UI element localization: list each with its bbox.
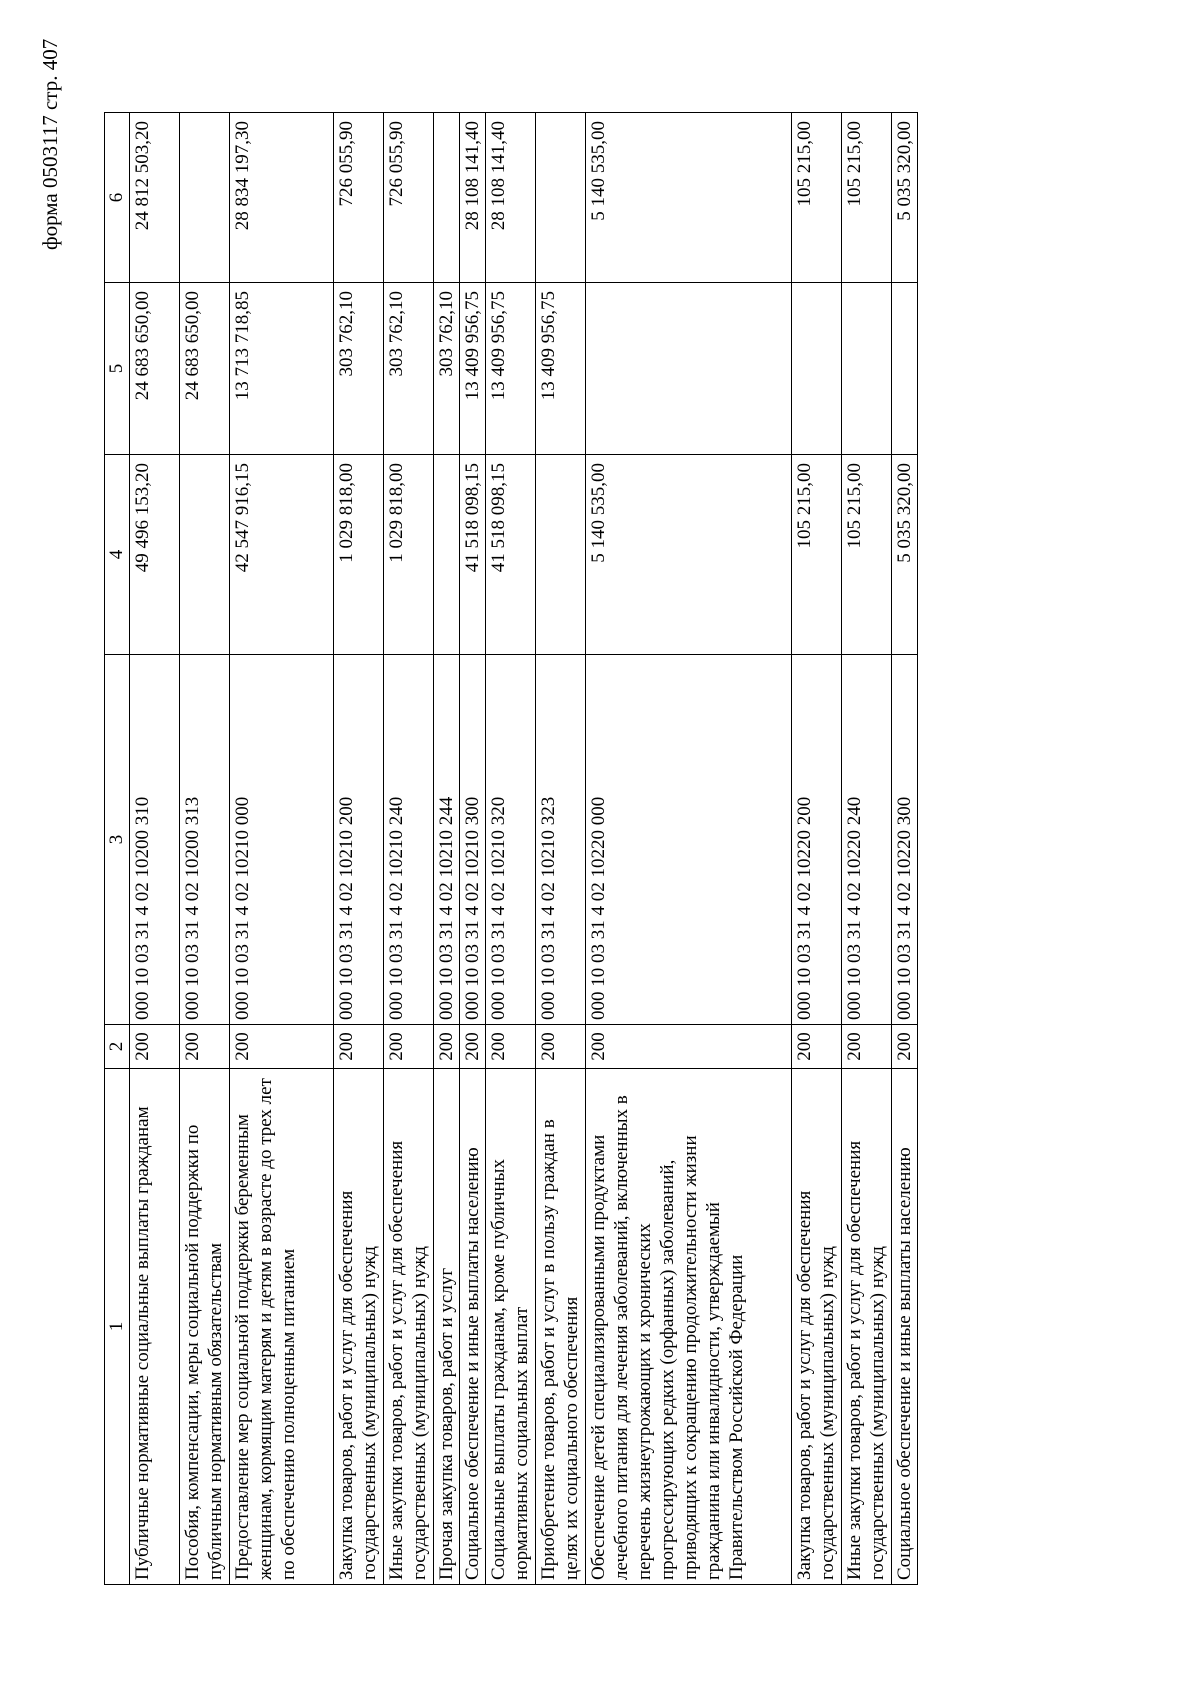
row-budget-code: 000 10 03 31 4 02 10210 300 bbox=[460, 655, 486, 1025]
row-col5-value: 13 409 956,75 bbox=[536, 283, 586, 455]
table-row bbox=[384, 113, 434, 1585]
row-col6-value: 5 140 535,00 bbox=[586, 113, 792, 283]
row-line-code: 200 bbox=[230, 1025, 334, 1069]
row-budget-code: 000 10 03 31 4 02 10200 310 bbox=[130, 655, 180, 1025]
row-line-code: 200 bbox=[536, 1025, 586, 1069]
table-row bbox=[180, 113, 230, 1585]
row-col5-value: 24 683 650,00 bbox=[180, 283, 230, 455]
row-col5-value: 303 762,10 bbox=[384, 283, 434, 455]
row-col5-value: 13 713 718,85 bbox=[230, 283, 334, 455]
header-col-3: 3 bbox=[105, 655, 130, 1025]
row-col4-value: 1 029 818,00 bbox=[334, 455, 384, 655]
row-col5-value: 303 762,10 bbox=[334, 283, 384, 455]
row-line-code: 200 bbox=[334, 1025, 384, 1069]
row-name: Иные закупки товаров, работ и услуг для обеспечения государственных (муниципальных) нужд bbox=[384, 1069, 434, 1585]
row-col4-value bbox=[536, 455, 586, 655]
row-line-code: 200 bbox=[842, 1025, 892, 1069]
row-line-code: 200 bbox=[792, 1025, 842, 1069]
row-line-code: 200 bbox=[384, 1025, 434, 1069]
row-name: Социальные выплаты гражданам, кроме публичных нормативных социальных выплат bbox=[486, 1069, 536, 1585]
row-col6-value: 28 834 197,30 bbox=[230, 113, 334, 283]
header-col-2: 2 bbox=[105, 1025, 130, 1069]
row-line-code: 200 bbox=[486, 1025, 536, 1069]
row-name: Иные закупки товаров, работ и услуг для обеспечения государственных (муниципальных) нужд bbox=[842, 1069, 892, 1585]
row-budget-code: 000 10 03 31 4 02 10220 240 bbox=[842, 655, 892, 1025]
row-col6-value: 24 812 503,20 bbox=[130, 113, 180, 283]
row-col5-value: 13 409 956,75 bbox=[486, 283, 536, 455]
table-row bbox=[434, 113, 460, 1585]
table-row bbox=[842, 113, 892, 1585]
row-col4-value: 105 215,00 bbox=[842, 455, 892, 655]
header-col-4: 4 bbox=[105, 455, 130, 655]
row-budget-code: 000 10 03 31 4 02 10220 300 bbox=[892, 655, 918, 1025]
row-line-code: 200 bbox=[586, 1025, 792, 1069]
row-col6-value: 105 215,00 bbox=[792, 113, 842, 283]
row-name: Предоставление мер социальной поддержки беременным женщинам, кормящим матерям и детям в возрасте до трех лет по обеспечению полноценным питанием bbox=[230, 1069, 334, 1585]
form-label: форма 0503117 стр. 407 bbox=[38, 38, 62, 250]
row-col6-value: 5 035 320,00 bbox=[892, 113, 918, 283]
table-row bbox=[486, 113, 536, 1585]
row-line-code: 200 bbox=[130, 1025, 180, 1069]
row-col6-value: 726 055,90 bbox=[384, 113, 434, 283]
table-row bbox=[334, 113, 384, 1585]
row-col5-value: 303 762,10 bbox=[434, 283, 460, 455]
row-budget-code: 000 10 03 31 4 02 10210 000 bbox=[230, 655, 334, 1025]
header-col-1: 1 bbox=[105, 1069, 130, 1585]
header-row bbox=[105, 113, 130, 1585]
row-name: Социальное обеспечение и иные выплаты населению bbox=[460, 1069, 486, 1585]
row-budget-code: 000 10 03 31 4 02 10220 000 bbox=[586, 655, 792, 1025]
row-col6-value: 105 215,00 bbox=[842, 113, 892, 283]
row-col4-value: 41 518 098,15 bbox=[460, 455, 486, 655]
row-col4-value bbox=[180, 455, 230, 655]
row-col4-value: 41 518 098,15 bbox=[486, 455, 536, 655]
row-col6-value bbox=[434, 113, 460, 283]
row-col5-value: 24 683 650,00 bbox=[130, 283, 180, 455]
row-col5-value: 13 409 956,75 bbox=[460, 283, 486, 455]
table-row bbox=[536, 113, 586, 1585]
row-col5-value bbox=[842, 283, 892, 455]
row-col6-value: 28 108 141,40 bbox=[460, 113, 486, 283]
table-row bbox=[586, 113, 792, 1585]
row-col4-value: 105 215,00 bbox=[792, 455, 842, 655]
row-name: Пособия, компенсации, меры социальной поддержки по публичным нормативным обязательствам bbox=[180, 1069, 230, 1585]
row-name: Закупка товаров, работ и услуг для обеспечения государственных (муниципальных) нужд bbox=[792, 1069, 842, 1585]
table-row bbox=[892, 113, 918, 1585]
row-col4-value bbox=[434, 455, 460, 655]
row-name: Прочая закупка товаров, работ и услуг bbox=[434, 1069, 460, 1585]
row-col5-value bbox=[792, 283, 842, 455]
row-budget-code: 000 10 03 31 4 02 10210 244 bbox=[434, 655, 460, 1025]
row-col4-value: 5 035 320,00 bbox=[892, 455, 918, 655]
row-line-code: 200 bbox=[460, 1025, 486, 1069]
row-name: Социальное обеспечение и иные выплаты населению bbox=[892, 1069, 918, 1585]
row-col4-value: 49 496 153,20 bbox=[130, 455, 180, 655]
row-col6-value bbox=[536, 113, 586, 283]
row-budget-code: 000 10 03 31 4 02 10200 313 bbox=[180, 655, 230, 1025]
table-row bbox=[130, 113, 180, 1585]
row-budget-code: 000 10 03 31 4 02 10210 320 bbox=[486, 655, 536, 1025]
header-col-5: 5 bbox=[105, 283, 130, 455]
row-budget-code: 000 10 03 31 4 02 10220 200 bbox=[792, 655, 842, 1025]
row-budget-code: 000 10 03 31 4 02 10210 240 bbox=[384, 655, 434, 1025]
row-budget-code: 000 10 03 31 4 02 10210 200 bbox=[334, 655, 384, 1025]
row-line-code: 200 bbox=[434, 1025, 460, 1069]
row-name: Закупка товаров, работ и услуг для обеспечения государственных (муниципальных) нужд bbox=[334, 1069, 384, 1585]
row-col6-value bbox=[180, 113, 230, 283]
row-name: Приобретение товаров, работ и услуг в пользу граждан в целях их социального обеспечения bbox=[536, 1069, 586, 1585]
row-name: Публичные нормативные социальные выплаты гражданам bbox=[130, 1069, 180, 1585]
budget-table bbox=[104, 112, 918, 1585]
row-col5-value bbox=[586, 283, 792, 455]
table-row bbox=[230, 113, 334, 1585]
table-row bbox=[792, 113, 842, 1585]
row-line-code: 200 bbox=[892, 1025, 918, 1069]
row-col6-value: 28 108 141,40 bbox=[486, 113, 536, 283]
row-col4-value: 42 547 916,15 bbox=[230, 455, 334, 655]
row-col4-value: 1 029 818,00 bbox=[384, 455, 434, 655]
row-line-code: 200 bbox=[180, 1025, 230, 1069]
row-col6-value: 726 055,90 bbox=[334, 113, 384, 283]
row-col4-value: 5 140 535,00 bbox=[586, 455, 792, 655]
row-col5-value bbox=[892, 283, 918, 455]
header-col-6: 6 bbox=[105, 113, 130, 283]
table-row bbox=[460, 113, 486, 1585]
row-budget-code: 000 10 03 31 4 02 10210 323 bbox=[536, 655, 586, 1025]
row-name: Обеспечение детей специализированными продуктами лечебного питания для лечения заболеваний, включенных в перечень жизнеугрожающих и хронических прогрессирующих редких (орфанных) заболеваний, приводящих к сокращению продолжительности жизни гражданина или инвалидности, утверждаемый Правительством Российской Федерации bbox=[586, 1069, 792, 1585]
